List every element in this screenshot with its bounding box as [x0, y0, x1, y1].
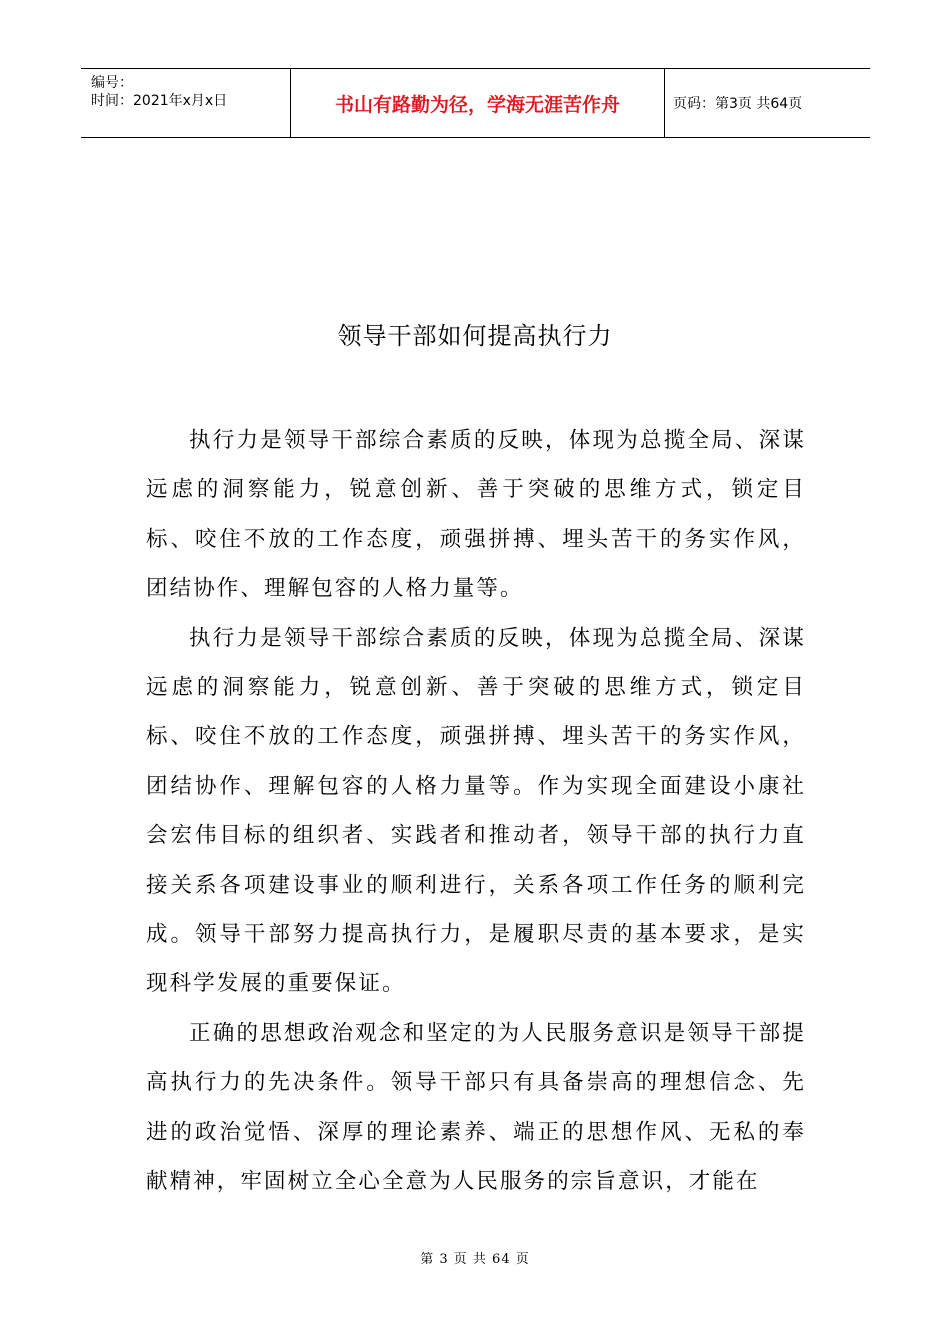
header-number-label: 编号： — [91, 75, 133, 91]
header-meta — [81, 69, 290, 137]
paragraph-1: 执行力是领导干部综合素质的反映，体现为总揽全局、深谋远虑的洞察能力，锐意创新、善于突破的思维方式，锁定目标、咬住不放的工作态度，顽强拼搏、埋头苦干的务实作风，团结协作、理解包容的人格力量等。 — [146, 428, 806, 602]
paragraph-3: 正确的思想政治观念和坚定的为人民服务意识是领导干部提高执行力的先决条件。领导干部只有具备崇高的理想信念、先进的政治觉悟、深厚的理论素养、端正的思想作风、无私的奉献精神，牢固树立全心全意为人民服务的宗旨意识，才能在 — [146, 1020, 806, 1195]
document-body — [146, 416, 806, 1207]
page-header — [81, 68, 870, 138]
header-time-label: 时间：2021年x月x日 — [91, 93, 228, 109]
header-motto: 书山有路勤为径，学海无涯苦作舟 — [290, 69, 665, 137]
paragraph-2: 执行力是领导干部综合素质的反映，体现为总揽全局、深谋远虑的洞察能力，锐意创新、善于突破的思维方式，锁定目标、咬住不放的工作态度，顽强拼搏、埋头苦干的务实作风，团结协作、理解包容的人格力量等。作为实现全面建设小康社会宏伟目标的组织者、实践者和推动者，领导干部的执行力直接关系各项建设事业的顺利进行，关系各项工作任务的顺利完成。领导干部努力提高执行力，是履职尽责的基本要求，是实现科学发展的重要保证。 — [146, 625, 806, 997]
header-page-info: 页码：第3页 共64页 — [673, 96, 803, 112]
document-title: 领导干部如何提高执行力 — [337, 322, 613, 350]
page-footer: 第 3 页 共 64 页 — [420, 1252, 530, 1267]
